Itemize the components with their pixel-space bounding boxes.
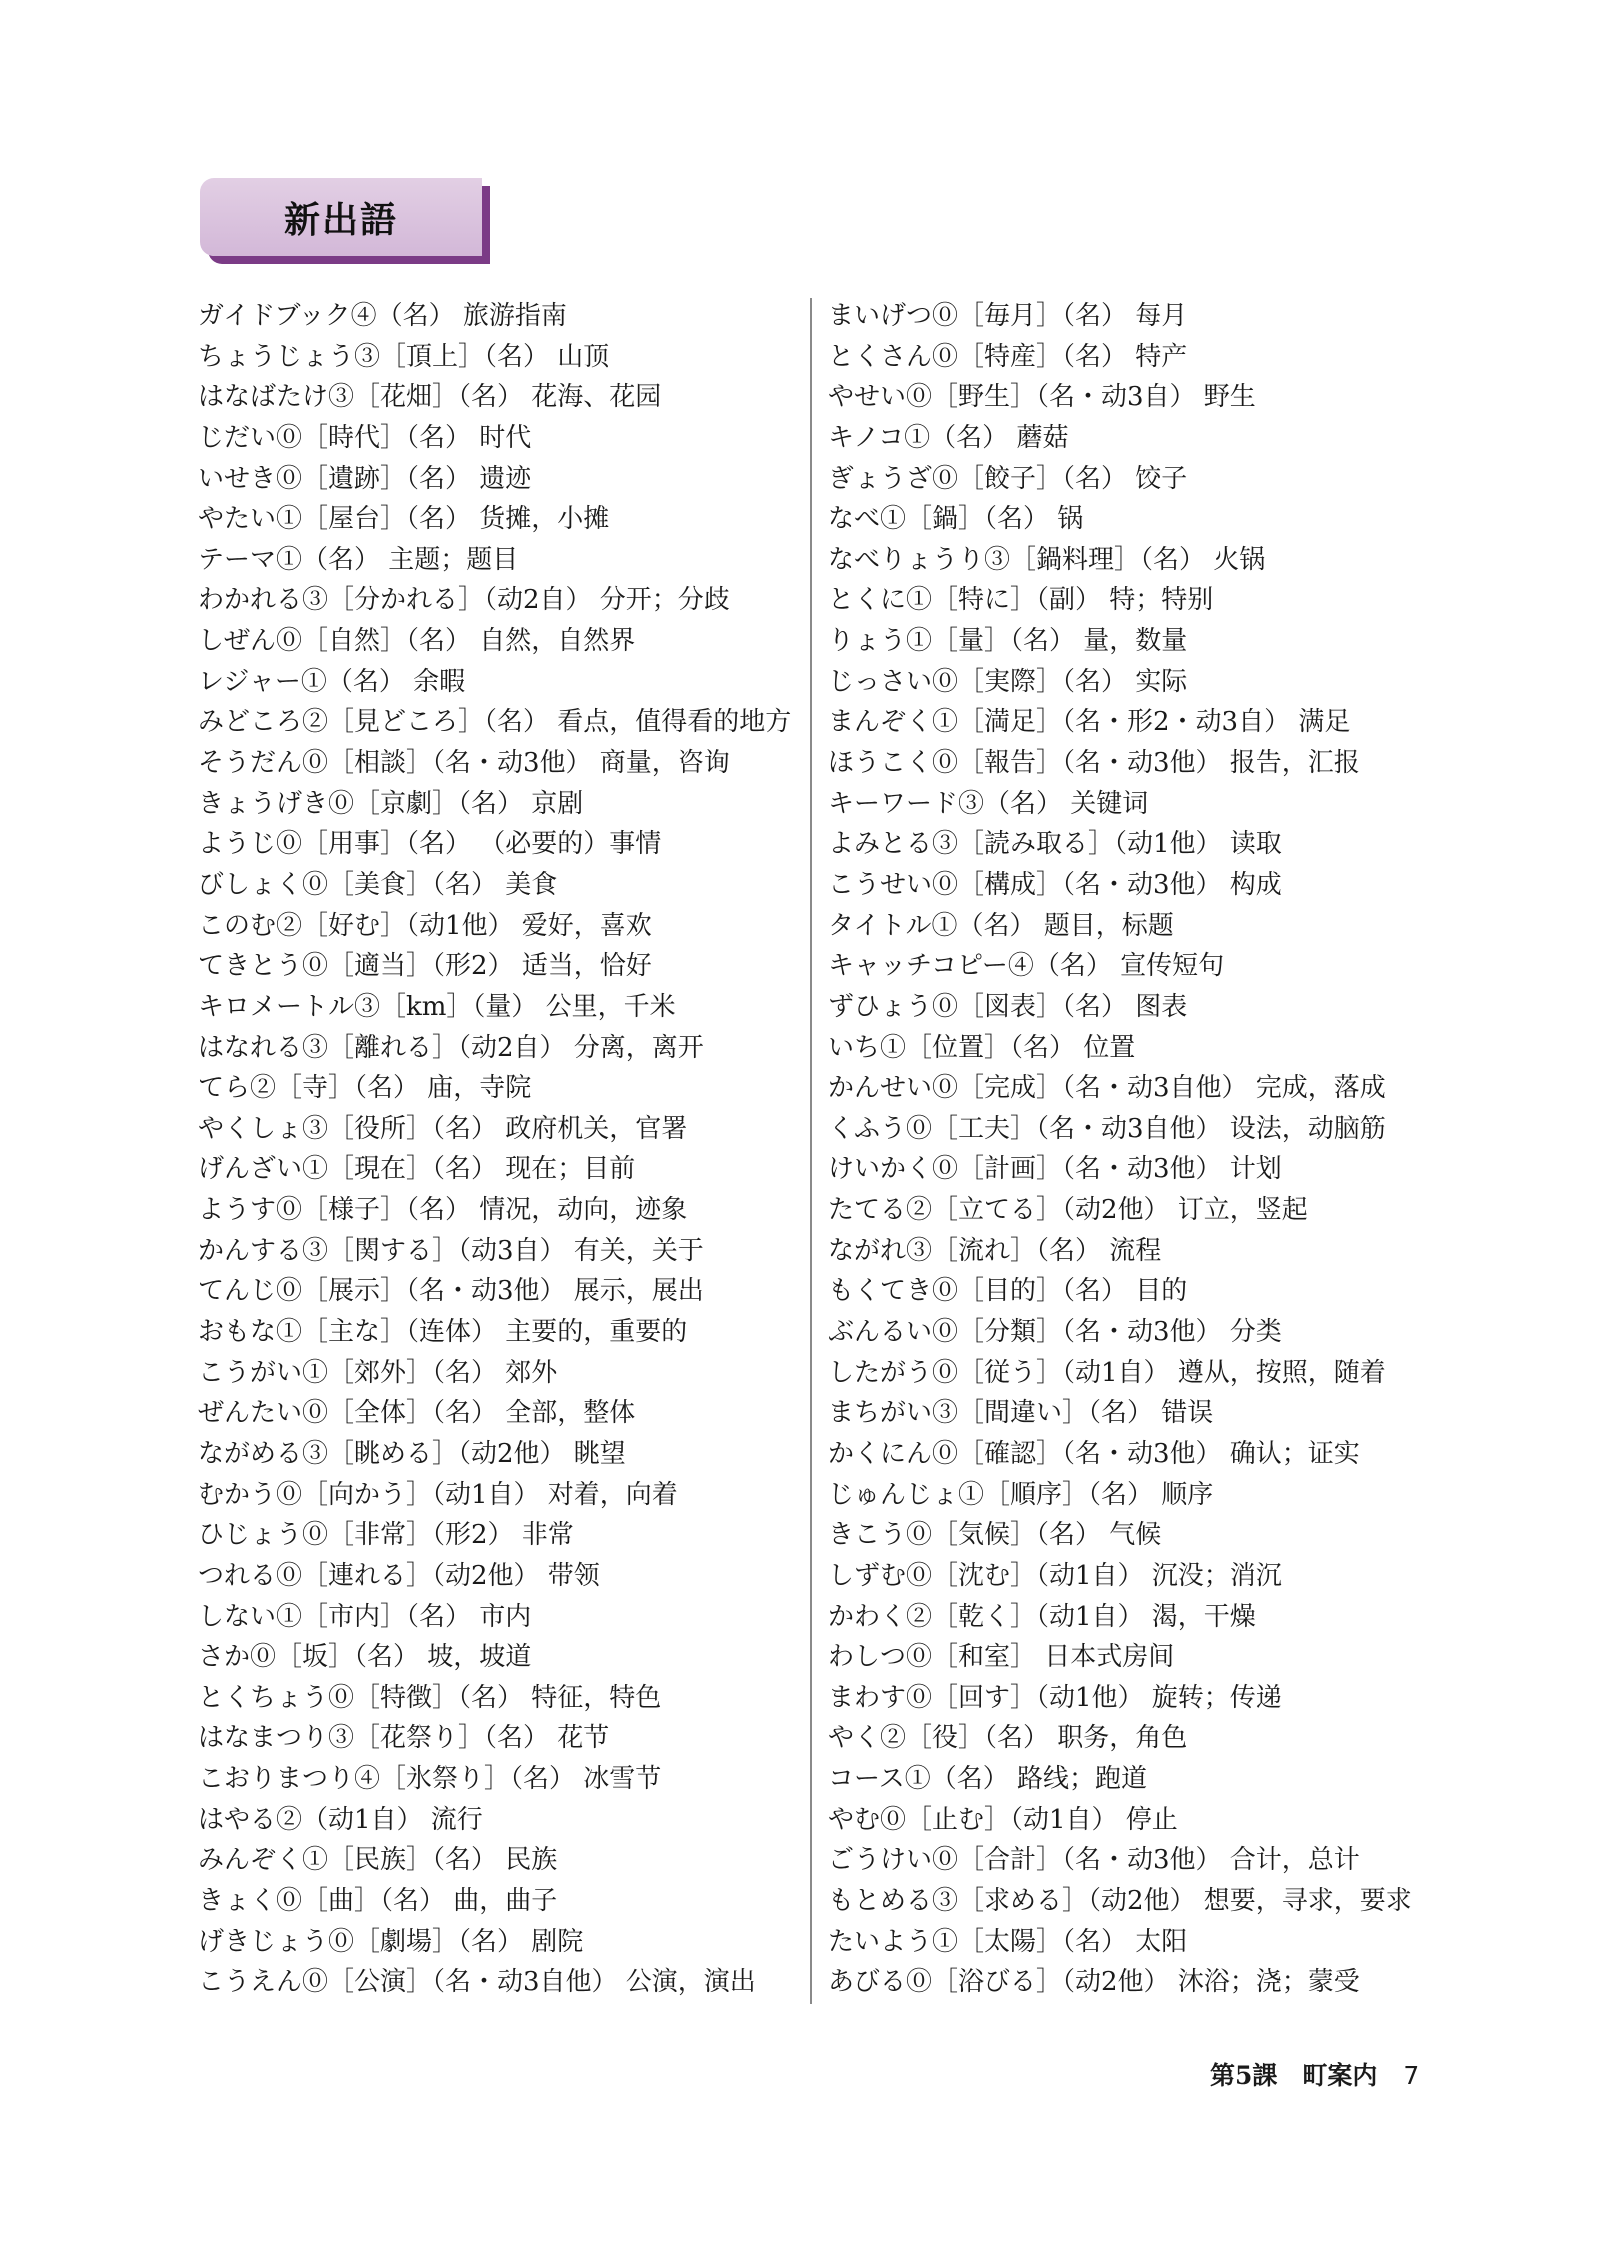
vocab-entry: ガイドブック④（名） 旅游指南 xyxy=(198,301,567,331)
vocab-entry: コース①（名） 路线；跑道 xyxy=(828,1764,1147,1795)
vocab-entry: ひじょう⓪［非常］（形2） 非常 xyxy=(198,1520,574,1551)
vocab-entry: ごうけい⓪［合計］（名・动3他） 合计，总计 xyxy=(828,1845,1360,1876)
vocab-entry: しずむ⓪［沈む］（动1自） 沉没；消沉 xyxy=(828,1560,1282,1591)
vocab-entry: ようす⓪［様子］（名） 情况，动向，迹象 xyxy=(198,1195,688,1226)
vocab-entry: やく②［役］（名） 职务，角色 xyxy=(828,1723,1188,1754)
section-title: 新出語 xyxy=(283,198,398,241)
vocab-entry: みどころ②［見どころ］（名） 看点，值得看的地方 xyxy=(198,707,792,738)
vocab-entry: ながれ③［流れ］（名） 流程 xyxy=(828,1235,1162,1266)
vocab-entry: はやる②（动1自） 流行 xyxy=(198,1804,483,1835)
vocab-entry: きょく⓪［曲］（名） 曲，曲子 xyxy=(198,1885,558,1916)
vocab-entry: こうせい⓪［構成］（名・动3他） 构成 xyxy=(828,869,1282,900)
column-divider xyxy=(810,298,812,2004)
vocab-entry: きょうげき⓪［京劇］（名） 京剧 xyxy=(198,788,584,819)
vocab-entry: たてる②［立てる］（动2他） 订立，竖起 xyxy=(828,1195,1308,1226)
vocab-entry: てきとう⓪［適当］（形2） 适当，恰好 xyxy=(198,951,652,982)
vocab-list-right xyxy=(828,296,1438,2003)
vocab-entry: こおりまつり④［氷祭り］（名） 冰雪节 xyxy=(198,1764,662,1795)
vocab-entry: かんする③［関する］（动3自） 有关，关于 xyxy=(198,1235,704,1266)
vocab-entry: みんぞく①［民族］（名） 民族 xyxy=(198,1845,558,1876)
vocab-entry: やたい①［屋台］（名） 货摊，小摊 xyxy=(198,504,610,535)
vocab-entry: まちがい③［間違い］（名） 错误 xyxy=(828,1398,1214,1429)
vocab-entry: けいかく⓪［計画］（名・动3他） 计划 xyxy=(828,1154,1282,1185)
vocab-entry: しぜん⓪［自然］（名） 自然，自然界 xyxy=(198,626,636,657)
vocab-entry: しない①［市内］（名） 市内 xyxy=(198,1601,532,1632)
vocab-entry: げきじょう⓪［劇場］（名） 剧院 xyxy=(198,1926,584,1957)
vocab-entry: くふう⓪［工夫］（名・动3自他） 设法，动脑筋 xyxy=(828,1113,1386,1144)
vocab-entry: こうがい①［郊外］（名） 郊外 xyxy=(198,1357,558,1388)
vocab-entry: はなれる③［離れる］（动2自） 分离，离开 xyxy=(198,1032,704,1063)
vocab-entry: もくてき⓪［目的］（名） 目的 xyxy=(828,1276,1188,1307)
vocab-entry: まいげつ⓪［毎月］（名） 每月 xyxy=(828,301,1188,331)
vocab-entry: したがう⓪［従う］（动1自） 遵从，按照，随着 xyxy=(828,1357,1386,1388)
vocab-entry: げんざい①［現在］（名） 现在；目前 xyxy=(198,1154,636,1185)
vocab-entry: じゅんじょ①［順序］（名） 顺序 xyxy=(828,1479,1214,1510)
vocab-entry: なべりょうり③［鍋料理］（名） 火锅 xyxy=(828,544,1266,575)
vocab-entry: かわく②［乾く］（动1自） 渴，干燥 xyxy=(828,1601,1256,1632)
vocab-entry: やくしょ③［役所］（名） 政府机关，官署 xyxy=(198,1113,688,1144)
vocab-entry: キャッチコピー④（名） 宣传短句 xyxy=(828,951,1225,982)
vocab-entry: てんじ⓪［展示］（名・动3他） 展示，展出 xyxy=(198,1276,704,1307)
vocab-list-left xyxy=(198,296,798,2003)
vocab-entry: さか⓪［坂］（名） 坡，坡道 xyxy=(198,1642,532,1673)
vocab-entry: ぜんたい⓪［全体］（名） 全部，整体 xyxy=(198,1398,636,1429)
page-footer xyxy=(1210,2056,1419,2092)
vocab-entry: つれる⓪［連れる］（动2他） 带领 xyxy=(198,1560,600,1591)
vocab-entry: このむ②［好む］（动1他） 爱好，喜欢 xyxy=(198,910,652,941)
vocab-entry: とくさん⓪［特産］（名） 特产 xyxy=(828,341,1188,372)
vocab-entry: かくにん⓪［確認］（名・动3他） 确认；证实 xyxy=(828,1438,1360,1469)
vocab-entry: きこう⓪［気候］（名） 气候 xyxy=(828,1520,1162,1551)
vocab-entry: キーワード③（名） 关键词 xyxy=(828,788,1149,819)
vocab-entry: まわす⓪［回す］（动1他） 旋转；传递 xyxy=(828,1682,1282,1713)
vocab-entry: タイトル①（名） 题目，标题 xyxy=(828,910,1174,941)
page-number: 7 xyxy=(1403,2061,1420,2090)
vocab-entry: あびる⓪［浴びる］（动2他） 沐浴；浇；蒙受 xyxy=(828,1967,1360,1998)
vocab-entry: いせき⓪［遺跡］（名） 遗迹 xyxy=(198,463,532,494)
vocab-entry: とくに①［特に］（副） 特；特别 xyxy=(828,585,1214,616)
vocab-entry: ぶんるい⓪［分類］（名・动3他） 分类 xyxy=(828,1317,1282,1348)
vocab-entry: ながめる③［眺める］（动2他） 眺望 xyxy=(198,1438,626,1469)
vocab-entry: やむ⓪［止む］（动1自） 停止 xyxy=(828,1804,1178,1835)
vocab-entry: わしつ⓪［和室］ 日本式房间 xyxy=(828,1642,1175,1673)
vocab-entry: はなばたけ③［花畑］（名） 花海、花园 xyxy=(198,382,662,413)
vocab-entry: おもな①［主な］（连体） 主要的，重要的 xyxy=(198,1317,688,1348)
vocab-entry: りょう①［量］（名） 量，数量 xyxy=(828,626,1188,657)
vocab-entry: てら②［寺］（名） 庙，寺院 xyxy=(198,1073,532,1104)
vocab-entry: もとめる③［求める］（动2他） 想要，寻求，要求 xyxy=(828,1885,1412,1916)
lesson-title: 第5課 町案内 xyxy=(1210,2061,1378,2090)
vocab-entry: とくちょう⓪［特徴］（名） 特征，特色 xyxy=(198,1682,662,1713)
vocab-entry: テーマ①（名） 主题；题目 xyxy=(198,544,519,575)
vocab-entry: たいよう①［太陽］（名） 太阳 xyxy=(828,1926,1188,1957)
vocab-entry: やせい⓪［野生］（名・动3自） 野生 xyxy=(828,382,1256,413)
vocab-entry: そうだん⓪［相談］（名・动3他） 商量，咨询 xyxy=(198,748,730,779)
vocab-entry: かんせい⓪［完成］（名・动3自他） 完成，落成 xyxy=(828,1073,1386,1104)
vocab-entry: レジャー①（名） 余暇 xyxy=(198,666,466,697)
vocab-entry: こうえん⓪［公演］（名・动3自他） 公演，演出 xyxy=(198,1967,756,1998)
vocab-entry: ほうこく⓪［報告］（名・动3他） 报告，汇报 xyxy=(828,748,1360,779)
vocab-entry: キノコ①（名） 蘑菇 xyxy=(828,422,1069,453)
vocab-entry: じだい⓪［時代］（名） 时代 xyxy=(198,422,532,453)
vocab-entry: キロメートル③［km］（量） 公里，千米 xyxy=(198,991,676,1022)
vocab-entry: まんぞく①［満足］（名・形2・动3自） 满足 xyxy=(828,707,1351,738)
vocab-entry: ちょうじょう③［頂上］（名） 山顶 xyxy=(198,341,610,372)
vocab-entry: はなまつり③［花祭り］（名） 花节 xyxy=(198,1723,610,1754)
section-title-box xyxy=(200,178,482,256)
vocab-entry: いち①［位置］（名） 位置 xyxy=(828,1032,1136,1063)
vocab-entry: ずひょう⓪［図表］（名） 图表 xyxy=(828,991,1188,1022)
vocab-entry: なべ①［鍋］（名） 锅 xyxy=(828,504,1084,535)
vocab-entry: ようじ⓪［用事］（名） （必要的）事情 xyxy=(198,829,662,860)
vocab-entry: びしょく⓪［美食］（名） 美食 xyxy=(198,869,558,900)
vocab-entry: わかれる③［分かれる］（动2自） 分开；分歧 xyxy=(198,585,730,616)
vocab-entry: むかう⓪［向かう］（动1自） 对着，向着 xyxy=(198,1479,678,1510)
vocab-entry: じっさい⓪［実際］（名） 实际 xyxy=(828,666,1188,697)
vocab-entry: よみとる③［読み取る］（动1他） 读取 xyxy=(828,829,1282,860)
vocab-entry: ぎょうざ⓪［餃子］（名） 饺子 xyxy=(828,463,1188,494)
